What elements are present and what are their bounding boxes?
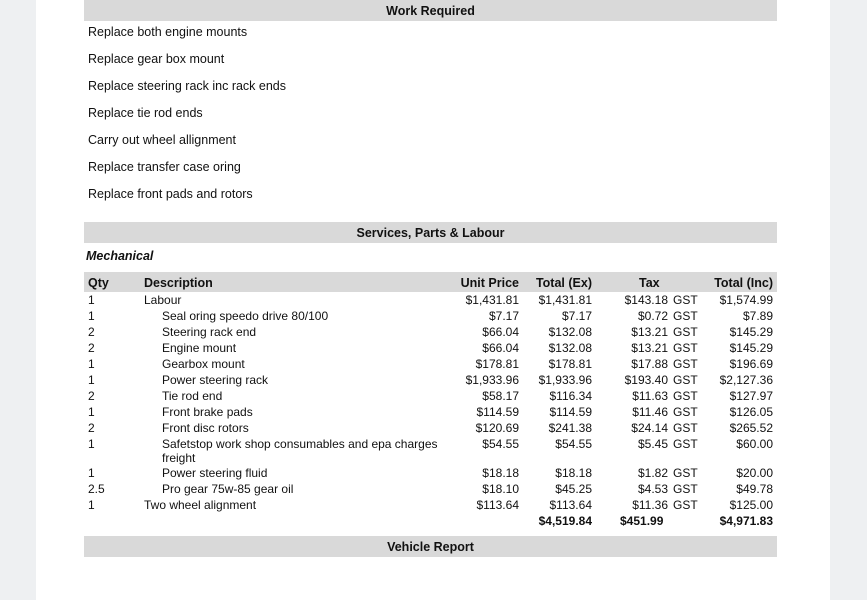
col-total-inc: Total (Inc): [714, 276, 773, 290]
description-cell: Power steering fluid: [162, 466, 268, 480]
gst-label: GST: [673, 373, 698, 387]
tax-cell: $11.46: [632, 405, 668, 419]
qty-cell: 1: [88, 357, 95, 371]
tax-sum: $451.99: [620, 514, 664, 528]
description-cell: Gearbox mount: [162, 357, 245, 371]
work-item: Replace gear box mount: [88, 52, 225, 66]
total-ex-sum: $4,519.84: [538, 514, 592, 528]
description-cell: Safetstop work shop consumables and epa charges: [162, 437, 438, 451]
col-qty: Qty: [88, 276, 109, 290]
qty-cell: 2.5: [88, 482, 105, 496]
services-header: [84, 222, 777, 243]
total-inc-cell: $60.00: [736, 437, 773, 451]
qty-cell: 1: [88, 498, 95, 512]
description-cell: Engine mount: [162, 341, 237, 355]
tax-cell: $4.53: [637, 482, 668, 496]
col-unit-price: Unit Price: [460, 276, 519, 290]
col-total-ex: Total (Ex): [535, 276, 592, 290]
description-cell: Front disc rotors: [162, 421, 249, 435]
qty-cell: 2: [88, 389, 95, 403]
description-cell-continued: freight: [162, 451, 196, 465]
total-inc-cell: $145.29: [729, 325, 773, 339]
category-label: Mechanical: [86, 249, 154, 263]
description-cell: Pro gear 75w-85 gear oil: [162, 482, 294, 496]
vehicle-report-header: [84, 536, 777, 557]
qty-cell: 1: [88, 405, 95, 419]
total-inc-cell: $49.78: [736, 482, 773, 496]
tax-cell: $5.45: [637, 437, 668, 451]
gst-label: GST: [673, 389, 698, 403]
tax-cell: $143.18: [624, 293, 668, 307]
total-inc-cell: $127.97: [729, 389, 773, 403]
description-cell: Steering rack end: [162, 325, 257, 339]
qty-cell: 2: [88, 325, 95, 339]
gst-label: GST: [673, 421, 698, 435]
unit-price-cell: $18.10: [482, 482, 519, 496]
vehicle-report-title: Vehicle Report: [387, 539, 474, 554]
total-ex-cell: $113.64: [549, 498, 592, 512]
unit-price-cell: $1,431.81: [465, 293, 519, 307]
gst-label: GST: [673, 437, 698, 451]
tax-cell: $193.40: [624, 373, 668, 387]
total-inc-cell: $20.00: [736, 466, 773, 480]
total-ex-cell: $45.25: [555, 482, 592, 496]
unit-price-cell: $178.81: [475, 357, 519, 371]
col-description: Description: [144, 276, 213, 290]
total-ex-cell: $241.38: [548, 421, 592, 435]
unit-price-cell: $66.04: [482, 341, 519, 355]
total-ex-cell: $132.08: [548, 341, 592, 355]
gst-label: GST: [673, 325, 698, 339]
qty-cell: 2: [88, 421, 95, 435]
total-inc-cell: $126.05: [729, 405, 773, 419]
total-ex-cell: $132.08: [548, 325, 592, 339]
unit-price-cell: $114.59: [476, 405, 519, 419]
gst-label: GST: [673, 309, 698, 323]
tax-cell: $0.72: [637, 309, 668, 323]
gst-label: GST: [673, 357, 698, 371]
total-inc-cell: $1,574.99: [719, 293, 773, 307]
qty-cell: 1: [88, 437, 95, 451]
description-cell: Power steering rack: [162, 373, 269, 387]
total-ex-cell: $1,431.81: [538, 293, 592, 307]
unit-price-cell: $113.64: [476, 498, 519, 512]
total-inc-sum: $4,971.83: [719, 514, 773, 528]
work-item: Carry out wheel allignment: [88, 133, 236, 147]
description-cell: Front brake pads: [162, 405, 253, 419]
unit-price-cell: $7.17: [488, 309, 519, 323]
work-item: Replace both engine mounts: [88, 25, 248, 39]
qty-cell: 1: [88, 293, 95, 307]
tax-cell: $13.21: [631, 325, 668, 339]
tax-cell: $24.14: [631, 421, 668, 435]
work-item: Replace steering rack inc rack ends: [88, 79, 287, 93]
unit-price-cell: $18.18: [482, 466, 519, 480]
work-item: Replace tie rod ends: [88, 106, 203, 120]
work-item: Replace front pads and rotors: [88, 187, 253, 201]
gst-label: GST: [673, 466, 698, 480]
total-inc-cell: $125.00: [729, 498, 773, 512]
services-title: Services, Parts & Labour: [356, 225, 505, 240]
total-ex-cell: $18.18: [555, 466, 592, 480]
tax-cell: $17.88: [631, 357, 668, 371]
qty-cell: 1: [88, 373, 95, 387]
col-tax: Tax: [639, 276, 660, 290]
total-ex-cell: $178.81: [548, 357, 592, 371]
total-ex-cell: $7.17: [561, 309, 592, 323]
unit-price-cell: $58.17: [482, 389, 519, 403]
work-item: Replace transfer case oring: [88, 160, 241, 174]
gst-label: GST: [673, 341, 698, 355]
gst-label: GST: [673, 482, 698, 496]
tax-cell: $11.63: [632, 389, 668, 403]
total-ex-cell: $116.34: [549, 389, 592, 403]
tax-cell: $11.36: [632, 498, 668, 512]
gst-label: GST: [673, 498, 698, 512]
total-inc-cell: $145.29: [729, 341, 773, 355]
gst-label: GST: [673, 293, 698, 307]
unit-price-cell: $120.69: [475, 421, 519, 435]
description-cell: Two wheel alignment: [144, 498, 257, 512]
total-inc-cell: $196.69: [729, 357, 773, 371]
tax-cell: $1.82: [637, 466, 668, 480]
work-required-header: [84, 0, 777, 21]
qty-cell: 1: [88, 466, 95, 480]
work-required-title: Work Required: [386, 3, 475, 18]
total-inc-cell: $7.89: [742, 309, 773, 323]
total-ex-cell: $54.55: [555, 437, 592, 451]
unit-price-cell: $54.55: [482, 437, 519, 451]
invoice-page: [36, 0, 830, 600]
tax-cell: $13.21: [631, 341, 668, 355]
unit-price-cell: $66.04: [482, 325, 519, 339]
total-inc-cell: $2,127.36: [719, 373, 773, 387]
total-ex-cell: $1,933.96: [538, 373, 592, 387]
description-cell: Seal oring speedo drive 80/100: [162, 309, 329, 323]
total-inc-cell: $265.52: [729, 421, 773, 435]
qty-cell: 1: [88, 309, 95, 323]
unit-price-cell: $1,933.96: [465, 373, 519, 387]
gst-label: GST: [673, 405, 698, 419]
qty-cell: 2: [88, 341, 95, 355]
description-cell: Labour: [144, 293, 182, 307]
total-ex-cell: $114.59: [549, 405, 592, 419]
description-cell: Tie rod end: [162, 389, 223, 403]
